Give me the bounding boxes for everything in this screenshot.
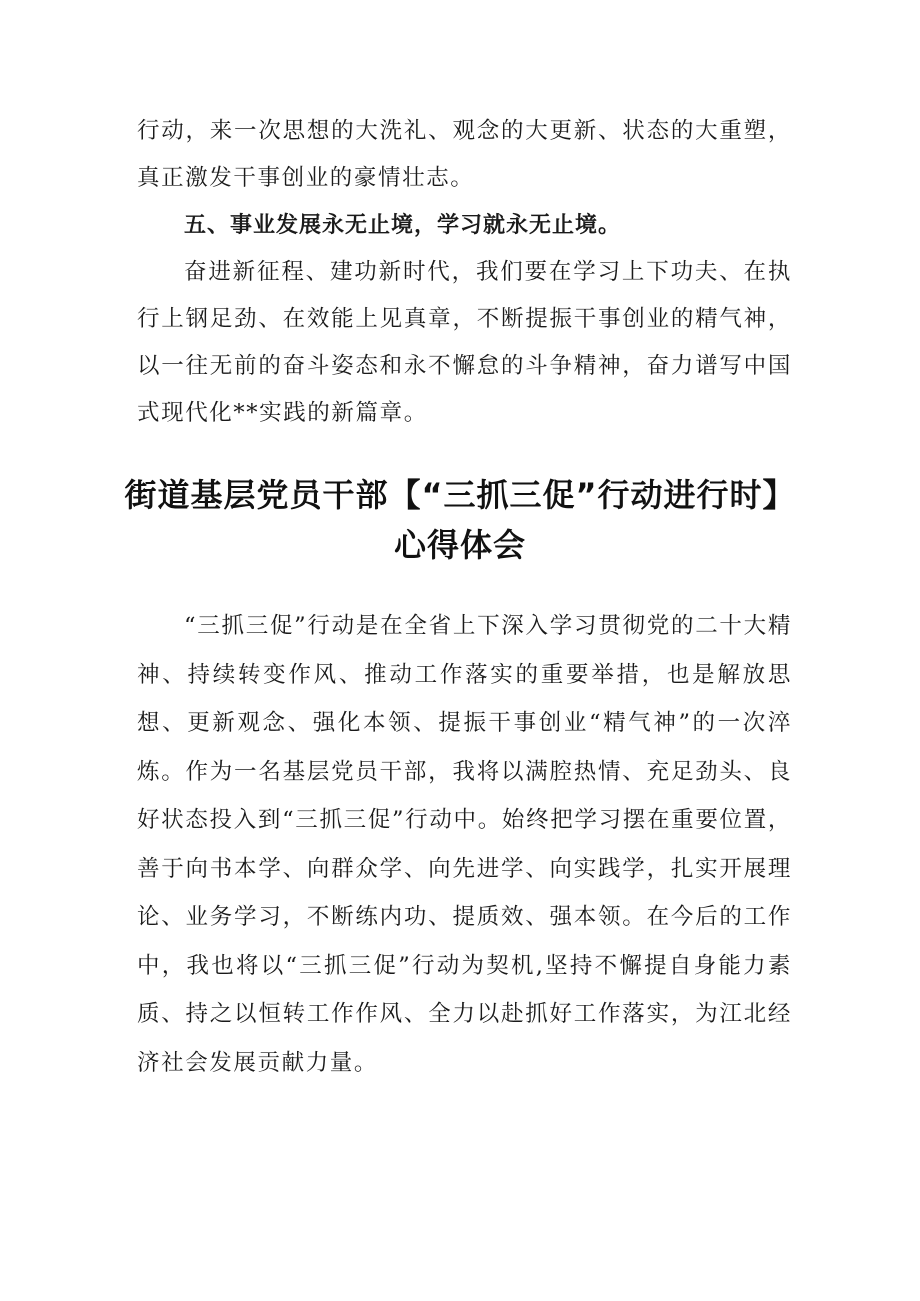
section-five-paragraph: 奋进新征程、建功新时代，我们要在学习上下功夫、在执行上钢足劲、在效能上见真章，不断提振干事创业的精气神，以一往无前的奋斗姿态和永不懈怠的斗争精神，奋力谱写中国式现代化**实践的新篇章。 — [137, 259, 792, 426]
article-paragraph: “三抓三促”行动是在全省上下深入学习贯彻党的二十大精神、持续转变作风、推动工作落实的重要举措，也是解放思想、更新观念、强化本领、提振干事创业“精气神”的一次淬炼。作为一名基层党员干部，我将以满腔热情、充足劲头、良好状态投入到“三抓三促”行动中。始终把学习摆在重要位置，善于向书本学、向群众学、向先进学、向实践学，扎实开展理论、业务学习，不断练内功、提质效、强本领。在今后的工作中，我也将以“三抓三促”行动为契机,坚持不懈提自身能力素质、持之以恒转工作作风、全力以赴抓好工作落实，为江北经济社会发展贡献力量。 — [137, 613, 792, 1076]
continuation-paragraph: 行动，来一次思想的大洗礼、观念的大更新、状态的大重塑，真正激发干事创业的豪情壮志。 — [137, 118, 792, 191]
section-five-heading: 五、事业发展永无止境，学习就永无止境。 — [184, 213, 622, 238]
article-title — [100, 470, 820, 570]
previous-article-tail — [137, 108, 792, 437]
article-title-line-1: 街道基层党员干部【“三抓三促”行动进行时】 — [124, 476, 796, 514]
article-title-line-2: 心得体会 — [393, 526, 526, 564]
article-body — [137, 602, 792, 1087]
